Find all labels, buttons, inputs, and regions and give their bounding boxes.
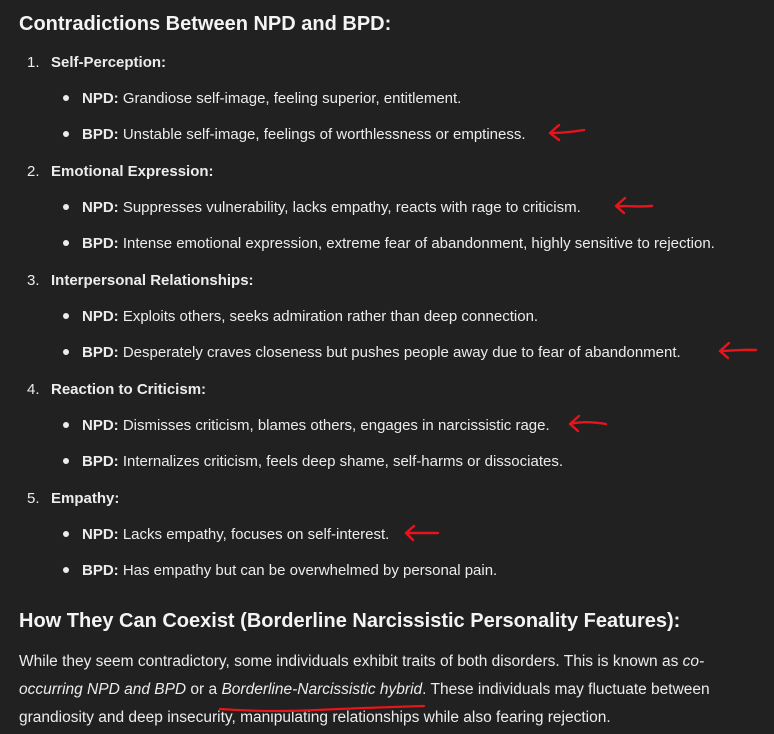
bullet-tag: NPD: [82, 308, 119, 325]
list-item-title: Emotional Expression: [51, 163, 214, 180]
list-item [0, 53, 774, 162]
bullet-text: Lacks empathy, focuses on self-interest. [118, 526, 390, 543]
contradictions-list [0, 53, 774, 598]
bullet-text: Suppresses vulnerability, lacks empathy, reacts with rage to criticism. [118, 199, 581, 216]
bullet-dot [63, 313, 69, 319]
bullet-item [63, 416, 550, 436]
section-heading-contradictions: Contradictions Between NPD and BPD: [19, 13, 392, 35]
list-item-title: Empathy: [51, 490, 120, 507]
paragraph-text: While they seem contradictory, some individuals exhibit traits of both disorders. This is known as [19, 653, 683, 670]
list-number: 2. [27, 163, 40, 180]
emphasis-text: Borderline-Narcissistic hybrid [221, 681, 423, 698]
bullet-dot [63, 204, 69, 210]
red-arrow-left-icon [546, 123, 590, 143]
bullet-item [63, 525, 389, 545]
paragraph-text: or a [186, 681, 222, 698]
list-item [0, 380, 774, 489]
red-arrow-left-icon [566, 414, 610, 434]
bullet-item [63, 198, 581, 218]
bullet-text: Grandiose self-image, feeling superior, entitlement. [118, 90, 462, 107]
bullet-tag: NPD: [82, 199, 119, 216]
red-underline-highlight [221, 676, 422, 704]
bullet-dot [63, 95, 69, 101]
bullet-item [63, 89, 461, 109]
bullet-text: Desperately craves closeness but pushes people away due to fear of abandonment. [118, 344, 681, 361]
red-arrow-left-icon [402, 523, 446, 543]
emphasis-text: co-occurring NPD and BPD [19, 653, 705, 698]
bullet-dot [63, 349, 69, 355]
bullet-text: Unstable self-image, feelings of worthlessness or emptiness. [118, 126, 526, 143]
bullet-tag: BPD: [82, 235, 119, 252]
bullet-tag: NPD: [82, 90, 119, 107]
list-item [0, 271, 774, 380]
bullet-text: Intense emotional expression, extreme fear of abandonment, highly sensitive to rejection. [118, 235, 715, 252]
bullet-item [63, 307, 538, 327]
coexist-paragraph [19, 648, 759, 732]
bullet-tag: BPD: [82, 453, 119, 470]
bullet-tag: BPD: [82, 126, 119, 143]
red-arrow-left-icon [612, 196, 656, 216]
bullet-tag: BPD: [82, 562, 119, 579]
bullet-text: Has empathy but can be overwhelmed by personal pain. [118, 562, 498, 579]
bullet-item [63, 234, 715, 254]
bullet-tag: NPD: [82, 417, 119, 434]
list-item-title: Self-Perception: [51, 54, 167, 71]
list-number: 3. [27, 272, 40, 289]
list-item [0, 162, 774, 271]
bullet-tag: NPD: [82, 526, 119, 543]
section-heading-coexist: How They Can Coexist (Borderline Narcissistic Personality Features): [19, 610, 681, 632]
bullet-dot [63, 567, 69, 573]
list-item [0, 489, 774, 598]
bullet-text: Internalizes criticism, feels deep shame, self-harms or dissociates. [118, 453, 564, 470]
bullet-dot [63, 240, 69, 246]
bullet-item [63, 452, 563, 472]
bullet-text: Exploits others, seeks admiration rather than deep connection. [118, 308, 539, 325]
bullet-text: Dismisses criticism, blames others, engages in narcissistic rage. [118, 417, 550, 434]
list-item-title: Interpersonal Relationships: [51, 272, 254, 289]
list-item-title: Reaction to Criticism: [51, 381, 207, 398]
bullet-item [63, 343, 681, 363]
list-number: 5. [27, 490, 40, 507]
bullet-dot [63, 422, 69, 428]
list-number: 1. [27, 54, 40, 71]
bullet-tag: BPD: [82, 344, 119, 361]
paragraph-text: . These individuals may fluctuate between grandiosity and deep insecurity, manipulating relationships while also fearing rejection. [19, 681, 710, 726]
bullet-dot [63, 531, 69, 537]
bullet-item [63, 561, 497, 581]
bullet-item [63, 125, 526, 145]
bullet-dot [63, 458, 69, 464]
list-number: 4. [27, 381, 40, 398]
bullet-dot [63, 131, 69, 137]
red-arrow-left-icon [716, 341, 760, 361]
